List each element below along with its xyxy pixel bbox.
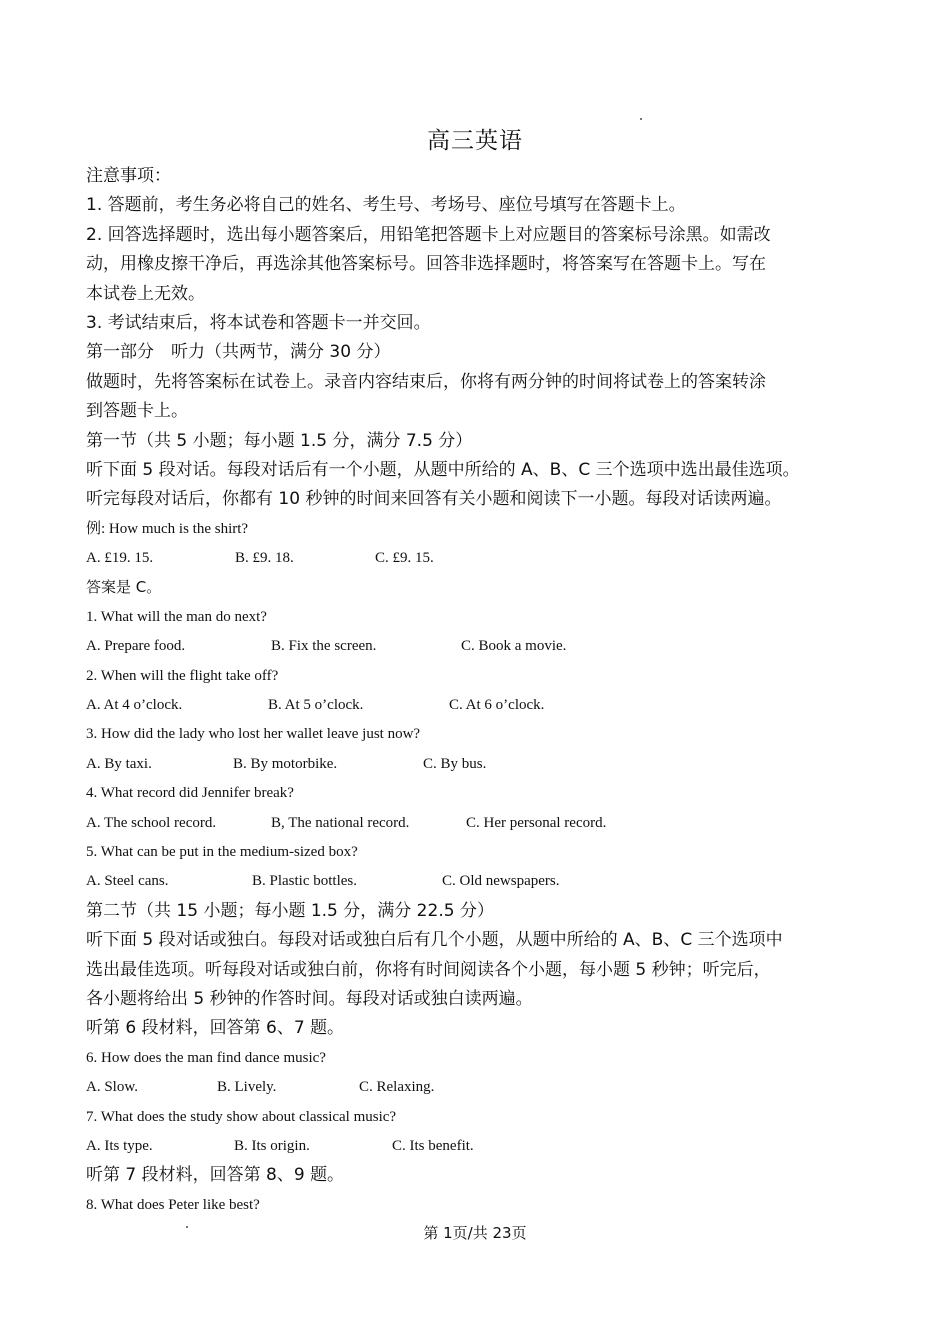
question-6: 6. How does the man find dance music? (86, 1049, 326, 1066)
example-question: 例: How much is the shirt? (86, 520, 249, 537)
option-c: C. Book a movie. (461, 638, 567, 655)
question-1: 1. What will the man do next? (86, 608, 267, 625)
notice-item-1: 1. 答题前，考生务必将自己的姓名、考生号、考场号、座位号填写在答题卡上。 (86, 195, 686, 216)
notice-heading: 注意事项： (86, 166, 171, 186)
option-a: A. The school record. (86, 814, 217, 831)
option-b: B. Its origin. (234, 1137, 310, 1154)
part1-intro-a: 做题时，先将答案标在试卷上。录音内容结束后，你将有两分钟的时间将试卷上的答案转涂 (86, 371, 766, 392)
option-c: C. By bus. (423, 755, 487, 772)
option-a: A. £19. 15. (86, 550, 154, 567)
option-c: C. £9. 15. (375, 550, 434, 567)
example-answer: 答案是 C。 (86, 578, 162, 597)
option-b: B. By motorbike. (233, 755, 338, 772)
option-a: A. Prepare food. (86, 638, 186, 655)
question-7: 7. What does the study show about classical music? (86, 1108, 397, 1125)
section1-intro-b: 听完每段对话后，你都有 10 秒钟的时间来回答有关小题和阅读下一小题。每段对话读两遍。 (86, 489, 782, 510)
question-5: 5. What can be put in the medium-sized box? (86, 843, 358, 860)
option-b: B. Plastic bottles. (252, 873, 357, 890)
option-a: A. At 4 o’clock. (86, 697, 183, 714)
option-a: A. By taxi. (86, 755, 152, 772)
option-b: B. At 5 o’clock. (268, 697, 364, 714)
question-5-options (86, 867, 876, 896)
material-6-instruction: 听第 6 段材料，回答第 6、7 题。 (86, 1018, 345, 1039)
option-c: C. Its benefit. (392, 1137, 474, 1154)
question-6-options (86, 1073, 876, 1102)
option-c: C. Her personal record. (466, 814, 607, 831)
question-2-options (86, 691, 876, 720)
example-options (86, 544, 876, 573)
option-b: B. Lively. (217, 1079, 277, 1096)
notice-item-3: 3. 考试结束后，将本试卷和答题卡一并交回。 (86, 312, 431, 333)
option-c: C. At 6 o’clock. (449, 697, 545, 714)
option-a: A. Steel cans. (86, 873, 169, 890)
question-3-options (86, 750, 876, 779)
section2-intro-c: 各小题将给出 5 秒钟的作答时间。每段对话或独白读两遍。 (86, 988, 533, 1009)
option-b: B. Fix the screen. (271, 638, 377, 655)
section2-intro-a: 听下面 5 段对话或独白。每段对话或独白后有几个小题，从题中所给的 A、B、C 三个选项中 (86, 930, 783, 951)
page-title: 高三英语 (427, 128, 523, 154)
part1-intro-b: 到答题卡上。 (86, 401, 188, 422)
option-a: A. Its type. (86, 1137, 153, 1154)
question-7-options (86, 1132, 876, 1161)
option-a: A. Slow. (86, 1079, 138, 1096)
section2-heading: 第二节（共 15 小题；每小题 1.5 分，满分 22.5 分） (86, 900, 494, 921)
notice-item-2a: 2. 回答选择题时，选出每小题答案后，用铅笔把答题卡上对应题目的答案标号涂黑。如需改 (86, 224, 771, 245)
option-b: B, The national record. (271, 814, 410, 831)
question-4-options (86, 809, 876, 838)
part1-heading: 第一部分 听力（共两节，满分 30 分） (86, 342, 391, 363)
section1-intro-a: 听下面 5 段对话。每段对话后有一个小题，从题中所给的 A、B、C 三个选项中选出最佳选项。 (86, 459, 800, 480)
question-1-options (86, 632, 876, 661)
notice-item-2b: 动，用橡皮擦干净后，再选涂其他答案标号。回答非选择题时，将答案写在答题卡上。写在 (86, 254, 766, 275)
section1-heading: 第一节（共 5 小题；每小题 1.5 分，满分 7.5 分） (86, 430, 473, 451)
option-c: C. Old newspapers. (442, 873, 560, 890)
exam-content (86, 162, 876, 1220)
notice-item-2c: 本试卷上无效。 (86, 283, 205, 304)
question-2: 2. When will the flight take off? (86, 667, 279, 684)
scan-speck (640, 118, 642, 120)
material-7-instruction: 听第 7 段材料，回答第 8、9 题。 (86, 1165, 345, 1186)
page-footer: 第 1页/共 23页 (423, 1224, 527, 1242)
option-c: C. Relaxing. (359, 1079, 435, 1096)
option-b: B. £9. 18. (235, 550, 294, 567)
section2-intro-b: 选出最佳选项。听每段对话或独白前，你将有时间阅读各个小题，每小题 5 秒钟；听完后， (86, 959, 771, 980)
question-8: 8. What does Peter like best? (86, 1196, 260, 1213)
question-3: 3. How did the lady who lost her wallet leave just now? (86, 726, 421, 743)
question-4: 4. What record did Jennifer break? (86, 785, 294, 802)
